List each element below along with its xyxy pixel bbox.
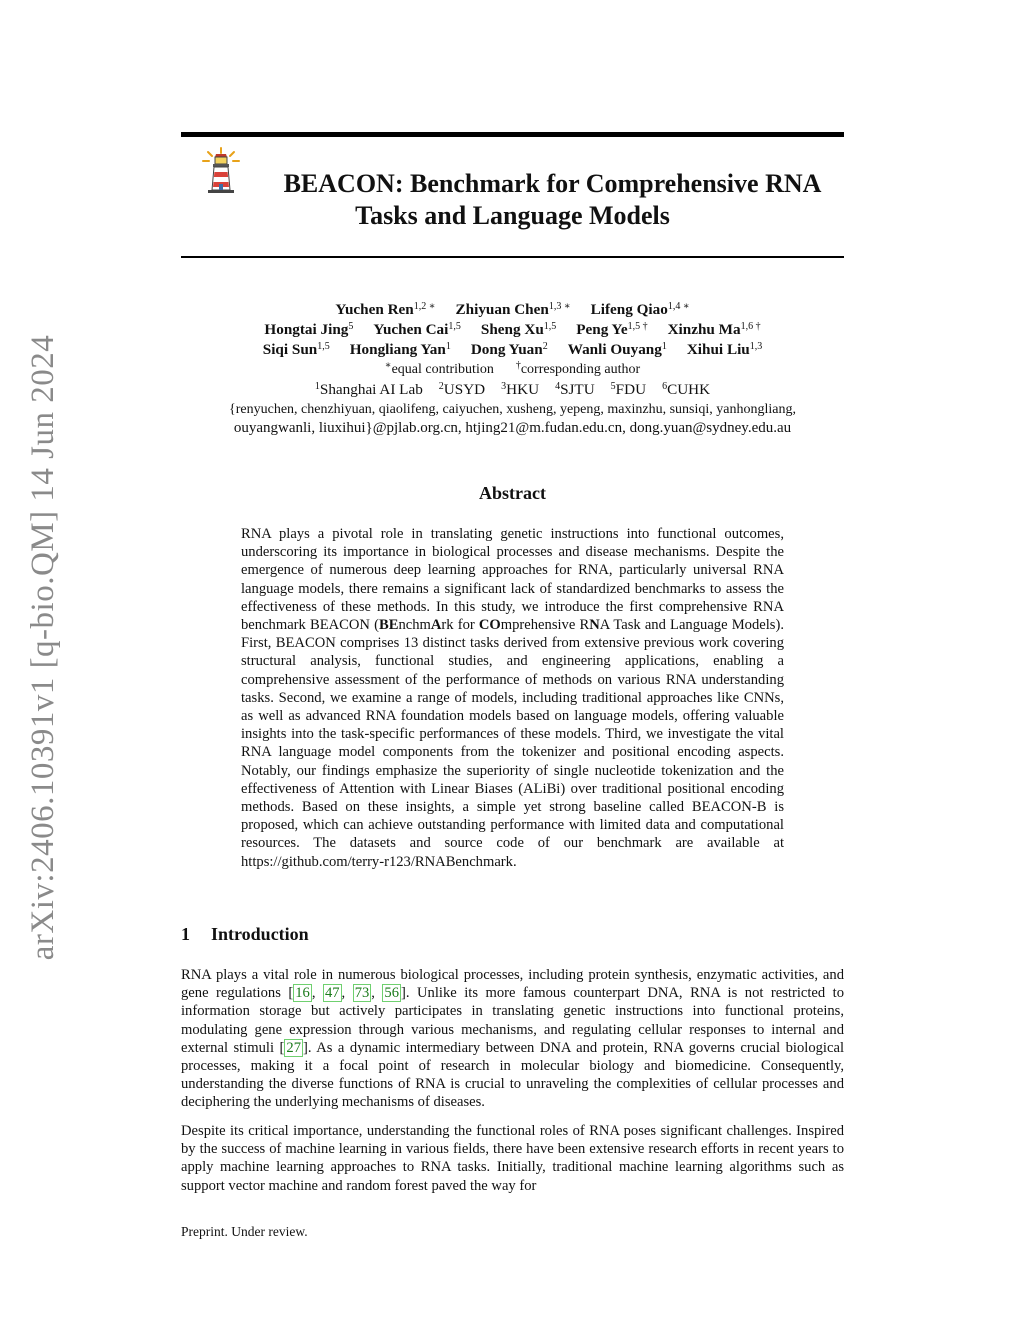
author: Zhiyuan Chen$^{1,3 ∗}$ <box>455 301 571 318</box>
author: Lifeng Qiao$^{1,4 ∗}$ <box>590 301 690 318</box>
author-block <box>181 300 844 438</box>
author: Wanli Ouyang$^1$ <box>567 341 667 358</box>
intro-paragraph-1: RNA plays a vital role in numerous biological processes, including protein synthesis, enzymatic activities, and gene regulations [ 16 , 47 , 73 , 56 ]. Unlike its more famous counterpart DNA, RNA is not restricted to information storage but actively participates in translating genetic instructions into functional proteins, modulating gene expression through various mechanisms, and regulating cellular responses to internal and external stimuli [ 27 ]. As a dynamic intermediary between DNA and protein, RNA governs crucial biological processes, making it a focal point of research in molecular biology and biomedicine. Consequently, understanding the diverse functions of RNA is crucial to unraveling the complexities of cellular processes and deciphering the underlying mechanisms of diseases. <box>181 967 845 1111</box>
author: Peng $Ye^{1,5 \dagger}$ <box>576 321 648 338</box>
paper-title <box>181 168 844 232</box>
email-line-1: {renyuchen, chenzhiyuan, qiaolifeng, caiyuchen, xusheng, yepeng, maxinzhu, sunsiqi, yanhongliang, <box>229 402 796 417</box>
title-rule-bottom <box>181 256 844 258</box>
section-heading-introduction <box>181 924 309 945</box>
citation-link[interactable]: 16 <box>295 985 310 1002</box>
affiliation: $^2$USYD <box>438 381 486 398</box>
affiliation: $^5$FDU <box>610 381 647 398</box>
corresponding-author-note: †corresponding author <box>515 360 641 377</box>
arxiv-identifier <box>22 330 66 965</box>
author: Hongliang Yan$^1$ <box>349 341 451 358</box>
author-emails <box>181 400 844 438</box>
affiliation: $^6$CUHK <box>662 381 711 398</box>
email-line-2: ouyangwanli, liuxihui}@pjlab.org.cn, htjing21@m.fudan.edu.cn, dong.yuan@sydney.edu.au <box>233 420 792 436</box>
abstract-heading: Abstract <box>479 483 546 503</box>
equal-contribution-note: ∗equal contribution <box>384 360 494 377</box>
author-line-1 <box>181 300 844 320</box>
author: Dong Yuan$^2$ <box>470 341 548 358</box>
page-footer: Preprint. Under review. <box>181 1224 308 1239</box>
title-line-2: Tasks and Language Models <box>355 201 670 230</box>
author: Hongtai Jing$^5$ <box>264 321 354 338</box>
title-line-1: BEACON: Benchmark for Comprehensive RNA <box>283 169 822 198</box>
citation-link[interactable]: 56 <box>384 985 400 1002</box>
citation-link[interactable]: 27 <box>286 1039 301 1056</box>
affiliation: $^1$Shanghai AI Lab <box>314 381 423 398</box>
affiliation: $^4$SJTU <box>555 381 595 398</box>
author: Sheng Xu$^{1,5}$ <box>480 321 557 338</box>
author: Xinzhu $Ma^{1,6 \dagger}$ <box>667 321 761 338</box>
abstract-text: RNA plays a pivotal role in translating genetic instructions into functional outcomes, underscoring its importance in biological processes and disease mechanisms. Despite the emergence of numerous deep learning approaches for RNA, particularly universal RNA language models, there remains a significant lack of standardized benchmarks to assess the effectiveness of these methods. In this study, we introduce the first comprehensive RNA benchmark BEACON (BEnchmArk for COmprehensive RNA Task and Language Models). First, BEACON comprises 13 distinct tasks derived from extensive previous work covering structural analysis, functional studies, and engineering applications, enabling a comprehensive assessment of the performance of methods on various RNA understanding tasks. Second, we examine a range of models, including traditional approaches like CNNs, as well as advanced RNA foundation models based on language models, offering valuable insights into the task-specific performances of these models. Third, we investigate the vital RNA language model components from the tokenizer and positional encoding aspects. Notably, our findings emphasize the superiority of single nucleotide tokenization and the effectiveness of Attention with Linear Biases (ALiBi) over traditional positional encoding methods. Based on these insights, a simple yet strong baseline called BEACON-B is proposed, which can achieve outstanding performance with limited data and computational resources. The datasets and source code of our benchmark are available at https://github.com/terry-r123/RNABenchmark. <box>241 526 784 870</box>
citation-link[interactable]: 47 <box>324 985 340 1002</box>
author-notes <box>181 360 844 380</box>
author-line-2 <box>181 320 844 340</box>
arxiv-identifier-text: arXiv:2406.10391v1 [q-bio.QM] 14 Jun 2024 <box>25 334 62 961</box>
section-number: 1 <box>181 924 190 944</box>
author: Siqi Sun$^{1,5}$ <box>262 341 330 358</box>
title-rule-top <box>181 132 844 137</box>
author: Yuchen Ren$^{1,2 ∗}$ <box>335 301 436 318</box>
affiliation: $^3$HKU <box>501 381 540 398</box>
intro-paragraph-2: Despite its critical importance, understanding the functional roles of RNA poses significant challenges. Inspired by the success of machine learning in various fields, there have been extensive research efforts in recent years to apply machine learning approaches to RNA tasks. Initially, traditional machine learning algorithms such as support vector machine and random forest paved the way for <box>181 1123 844 1194</box>
author: Yuchen Cai$^{1,5}$ <box>373 321 461 338</box>
author-line-3 <box>181 340 844 360</box>
section-title: Introduction <box>211 924 309 944</box>
citation-link[interactable]: 73 <box>354 985 370 1002</box>
author: Xihui Liu$^{1,3}$ <box>686 341 763 358</box>
affiliations <box>181 380 844 400</box>
